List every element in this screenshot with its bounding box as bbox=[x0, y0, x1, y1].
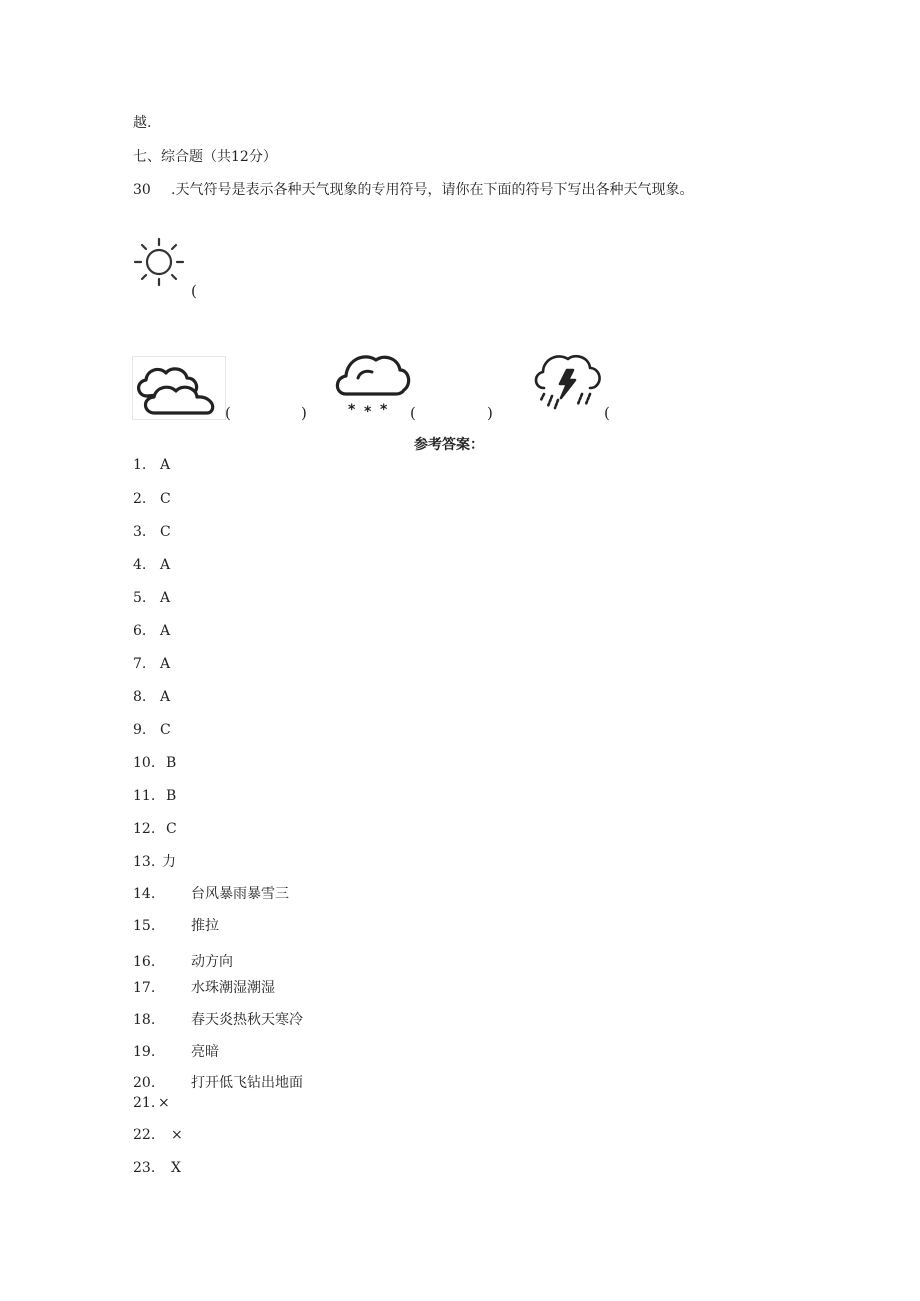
answer-number: 9. bbox=[133, 722, 147, 738]
answer-number: 13. bbox=[133, 854, 156, 870]
answer-number: 10. bbox=[133, 755, 156, 771]
answer-value: C bbox=[160, 524, 171, 540]
answer-number: 15. bbox=[133, 918, 156, 934]
answer-value: 推拉 bbox=[191, 918, 219, 934]
answer-value: B bbox=[166, 755, 177, 771]
answer-value: × bbox=[158, 1095, 170, 1111]
sun-icon bbox=[130, 236, 190, 294]
answer-value: 动方向 bbox=[191, 954, 233, 970]
answer-value: A bbox=[160, 590, 171, 606]
answer-value: × bbox=[171, 1127, 183, 1143]
answer-number: 7. bbox=[133, 656, 147, 672]
answer-number: 14. bbox=[133, 886, 156, 902]
answer-blank-close: ) bbox=[487, 404, 493, 422]
answer-number: 19. bbox=[133, 1044, 156, 1060]
thunderstorm-icon bbox=[530, 348, 606, 422]
answer-number: 6. bbox=[133, 623, 147, 639]
answers-heading: 参考答案： bbox=[414, 437, 484, 453]
svg-text:*: * bbox=[364, 404, 372, 418]
answer-number: 11. bbox=[133, 788, 156, 804]
answer-number: 18. bbox=[133, 1012, 156, 1028]
answer-blank-open: ( bbox=[191, 282, 197, 300]
answer-number: 8. bbox=[133, 689, 147, 705]
answer-number: 4. bbox=[133, 557, 147, 573]
answer-blank-open: ( bbox=[604, 404, 610, 422]
snow-icon bbox=[332, 348, 412, 422]
answer-number: 23. bbox=[133, 1160, 156, 1176]
answer-value: C bbox=[160, 722, 171, 738]
answer-blank-open: ( bbox=[225, 404, 231, 422]
answer-number: 5. bbox=[133, 590, 147, 606]
answer-value: A bbox=[160, 623, 171, 639]
question-number: 30 bbox=[133, 182, 151, 198]
answer-value: 亮暗 bbox=[191, 1044, 219, 1060]
answer-number: 17. bbox=[133, 980, 156, 996]
cloudy-icon bbox=[133, 360, 223, 422]
text-fragment: 越. bbox=[133, 115, 152, 131]
answer-number: 1. bbox=[133, 457, 147, 473]
answer-value: 春天炎热秋天寒冷 bbox=[191, 1012, 303, 1028]
svg-text:*: * bbox=[380, 402, 388, 418]
answer-value: C bbox=[160, 491, 171, 507]
answer-value: 台风暴雨暴雪三 bbox=[191, 886, 289, 902]
answer-value: B bbox=[166, 788, 177, 804]
answer-number: 20. bbox=[133, 1075, 156, 1091]
answer-value: 打开低飞钻出地面 bbox=[191, 1075, 303, 1091]
svg-text:*: * bbox=[348, 402, 356, 418]
answer-number: 2. bbox=[133, 491, 147, 507]
answer-number: 3. bbox=[133, 524, 147, 540]
answer-value: A bbox=[160, 457, 171, 473]
answer-number: 16. bbox=[133, 954, 156, 970]
answer-value: X bbox=[171, 1160, 181, 1176]
question-text: .天气符号是表示各种天气现象的专用符号，请你在下面的符号下写出各种天气现象。 bbox=[171, 182, 694, 198]
answer-value: 水珠潮湿潮湿 bbox=[191, 980, 275, 996]
answer-value: A bbox=[160, 689, 171, 705]
answer-value: C bbox=[166, 821, 177, 837]
section-title: 七、综合题（共12分） bbox=[133, 149, 277, 165]
answer-number: 22. bbox=[133, 1127, 156, 1143]
answer-number: 12. bbox=[133, 821, 156, 837]
answer-blank-open: ( bbox=[410, 404, 416, 422]
answer-value: 力 bbox=[162, 854, 176, 870]
answer-value: A bbox=[160, 656, 171, 672]
answer-value: A bbox=[160, 557, 171, 573]
answer-blank-close: ) bbox=[301, 404, 307, 422]
answer-number: 21. bbox=[133, 1095, 156, 1111]
